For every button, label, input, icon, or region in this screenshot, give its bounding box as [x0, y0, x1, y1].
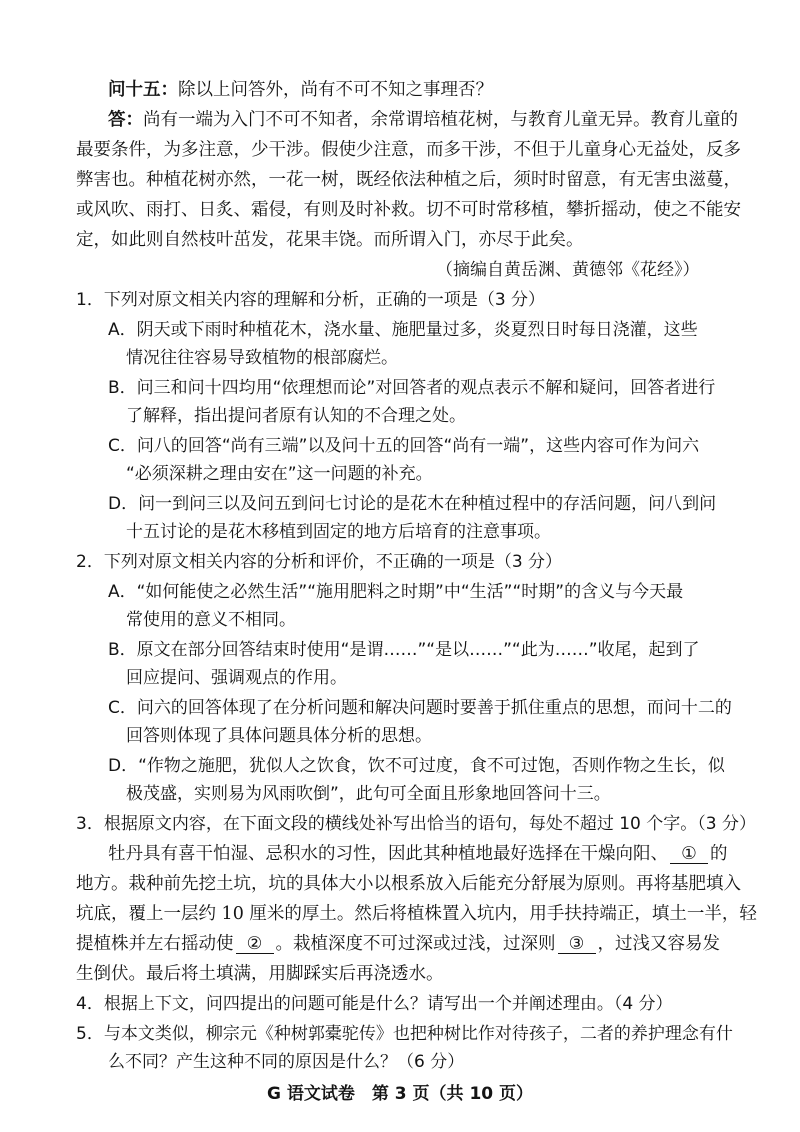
q3-stem: 3．根据原文内容，在下面文段的横线处补写出恰当的语句，每处不超过 10 个字。（3 分）: [76, 814, 756, 834]
answer-line-4: 或风吹、雨打、日炙、霜侵，有则及时补救。切不可时常移植，攀折摇动，使之不能安: [76, 200, 741, 220]
q3-text-4b: 。栽植深度不可过深或过浅，过深则: [275, 934, 556, 954]
q3-text-1b: 的: [710, 844, 728, 864]
q2-option-a-2: 常使用的意义不相同。: [126, 610, 296, 630]
q1-option-b-1: B．问三和问十四均用“依理想而论”对回答者的观点表示不解和疑问，回答者进行: [108, 378, 716, 398]
q3-text-1a: 牡丹具有喜干怕湿、忌积水的习性，因此其种植地最好选择在干燥向阳、: [108, 844, 668, 864]
answer-label: 答：: [108, 110, 143, 130]
q1-option-a-1: A．阴天或下雨时种植花木，浇水量、施肥量过多，炎夏烈日时每日浇灌，这些: [108, 320, 698, 340]
q2-option-a-1: A．“如何能使之必然生活”“施用肥料之时期”中“生活”“时期”的含义与今天最: [108, 582, 684, 602]
answer-line-2: 最要条件，为多注意，少干涉。假使少注意，而多干涉，不但于儿童身心无益处，反多: [76, 140, 741, 160]
q1-stem: 1．下列对原文相关内容的理解和分析，正确的一项是（3 分）: [76, 290, 546, 310]
q4-stem: 4．根据上下文，问四提出的问题可能是什么？请写出一个并阐述理由。（4 分）: [76, 994, 673, 1014]
q3-paragraph-line-4: [0, 932, 800, 956]
q5-stem-1: 5．与本文类似，柳宗元《种树郭橐驼传》也把种树比作对待孩子，二者的养护理念有什: [76, 1024, 733, 1044]
q3-blank-1: ①: [670, 845, 708, 864]
answer-line-1: [0, 108, 800, 132]
q3-paragraph-line-3: 坑底，覆上一层约 10 厘米的厚土。然后将植株置入坑内，用手扶持端正，填土一半，轻: [76, 904, 757, 924]
q3-text-4a: 提植株并左右摇动使: [76, 934, 234, 954]
q3-paragraph-line-2: 地方。栽种前先挖土坑，坑的具体大小以根系放入后能充分舒展为原则。再将基肥填入: [76, 874, 741, 894]
q15-label: 问十五：: [108, 80, 178, 100]
q1-option-c-1: C．问八的回答“尚有三端”以及问十五的回答“尚有一端”，这些内容可作为问六: [108, 436, 700, 456]
q2-option-d-1: D．“作物之施肥，犹似人之饮食，饮不可过度，食不可过饱，否则作物之生长，似: [108, 756, 725, 776]
q3-text-4c: ，过浅又容易发: [597, 934, 720, 954]
q5-stem-2: 么不同？产生这种不同的原因是什么？（6 分）: [108, 1052, 465, 1072]
q3-blank-3: ③: [558, 935, 596, 954]
q2-option-b-1: B．原文在部分回答结束时使用“是谓……”“是以……”“此为……”收尾，起到了: [108, 640, 700, 660]
q2-option-b-2: 回应提问、强调观点的作用。: [126, 668, 347, 688]
q1-option-a-2: 情况往往容易导致植物的根部腐烂。: [126, 348, 398, 368]
source-citation: （摘编自黄岳渊、黄德邻《花经》）: [436, 260, 700, 280]
q15-line: [0, 78, 800, 102]
q2-option-c-2: 回答则体现了具体问题具体分析的思想。: [126, 726, 432, 746]
q2-option-c-1: C．问六的回答体现了在分析问题和解决问题时要善于抓住重点的思想，而问十二的: [108, 698, 732, 718]
q1-option-d-1: D．问一到问三以及问五到问七讨论的是花木在种植过程中的存活问题，问八到问: [108, 494, 717, 514]
q2-stem: 2．下列对原文相关内容的分析和评价，不正确的一项是（3 分）: [76, 552, 563, 572]
q3-blank-2: ②: [236, 935, 274, 954]
q1-option-c-2: “必须深耕之理由安在”这一问题的补充。: [126, 464, 433, 484]
q3-paragraph-line-1: [0, 842, 800, 866]
answer-line-3: 弊害也。种植花树亦然，一花一树，既经依法种植之后，须时时留意，有无害虫滋蔓，: [76, 170, 741, 190]
answer-line-5: 定，如此则自然枝叶茁发，花果丰饶。而所谓入门，亦尽于此矣。: [76, 230, 584, 250]
q1-option-d-2: 十五讨论的是花木移植到固定的地方后培育的注意事项。: [126, 522, 551, 542]
q1-option-b-2: 了解释，指出提问者原有认知的不合理之处。: [126, 406, 466, 426]
answer-text-1: 尚有一端为入门不可不知者，余常谓培植花树，与教育儿童无异。教育儿童的: [143, 110, 738, 130]
q2-option-d-2: 极茂盛，实则易为风雨吹倒”，此句可全面且形象地回答问十三。: [126, 784, 611, 804]
q15-text: 除以上问答外，尚有不可不知之事理否？: [178, 80, 493, 100]
q3-paragraph-line-5: 生倒伏。最后将土填满，用脚踩实后再浇透水。: [76, 964, 444, 984]
page-footer: G 语文试卷 第 3 页（共 10 页）: [266, 1084, 534, 1104]
